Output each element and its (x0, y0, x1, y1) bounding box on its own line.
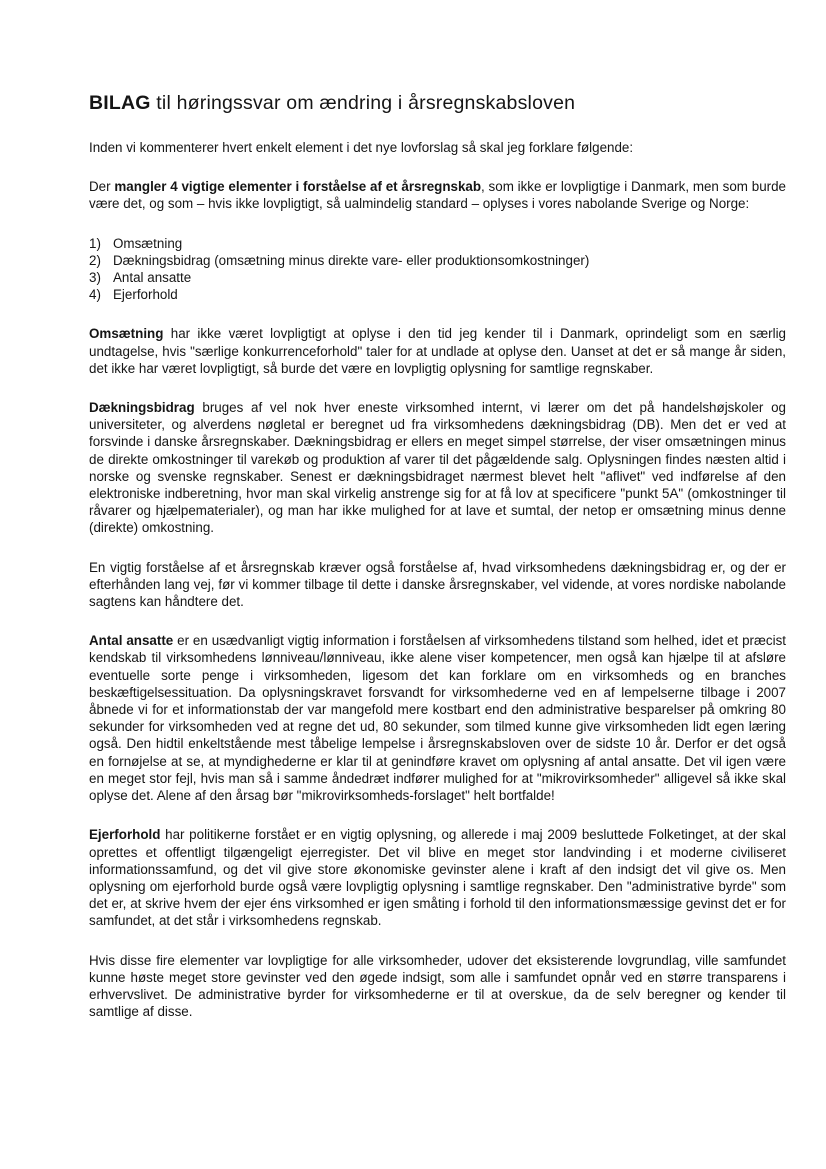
antal-ansatte-text: er en usædvanligt vigtig information i forståelsen af virksomhedens tilstand som helhed, idet et præcist kendskab til virksomhedens lønniveau/lønniveau, ikke alene viser kompetencer, men også kan hjælpe til at afsløre eventuelle sorte penge i virksomheden, ligesom det kan forklare om en virksomheds og en branches beskæftigelsessituation. Da oplysningskravet forsvandt for virksomhederne ved en af lempelserne tilbage i 2007 åbnede vi for et informationstab der var mangefold mere kostbart end den administrative besparelser på omkring 80 sekunder for virksomheden ved at regne det ud, 80 sekunder, som tilmed kunne give virksomheden lidt egen læring også. Den hidtil enkeltstående mest tåbelige lempelse i årsregnskabsloven over de sidste 10 år. Derfor er det også en fornøjelse at se, at myndighederne er klar til at genindføre kravet om oplysning af antal ansatte. Det vil igen være en meget stor fejl, hvis man så i samme åndedræt indfører mulighed for at "mikrovirksomheder" alligevel så ikke skal oplyse det. Alene af den årsag bør "mikrovirksomheds-forslaget" helt bortfalde! (89, 633, 786, 804)
list-item (89, 286, 786, 303)
list-item (89, 269, 786, 286)
missing-elements-paragraph (89, 178, 786, 212)
list-item (89, 252, 786, 269)
omsaetning-text: har ikke været lovpligtigt at oplyse i den tid jeg kender til i Danmark, oprindeligt som en særlig undtagelse, hvis "særlige konkurrenceforhold" taler for at undlade at oplyse den. Uanset at det er så mange år siden, det ikke har været lovpligtigt, så burde det være en lovpligtig oplysning for samtlige regnskaber. (89, 326, 786, 376)
antal-ansatte-heading: Antal ansatte (89, 633, 174, 649)
list-item (89, 235, 786, 252)
daekningsbidrag-paragraph (89, 399, 786, 537)
list-item-number: 1) (89, 235, 101, 251)
title-rest: til høringssvar om ændring i årsregnskabsloven (150, 92, 576, 114)
list-item-text: Dækningsbidrag (omsætning minus direkte vare- eller produktionsomkostninger) (113, 252, 590, 268)
p1-rest: , som ikke er lovpligtige i Danmark, men som burde være det, og som – hvis ikke lovpligtigt, så ualmindelig standard – oplyses i vores nabolande Sverige og Norge: (89, 179, 786, 212)
list-item-number: 3) (89, 270, 101, 286)
daekningsbidrag-text: bruges af vel nok hver eneste virksomhed internt, vi lærer om det på handelshøjskoler og universiteter, og alverdens nøgletal er beregnet ud fra virksomhedens dækningsbidrag (DB). Men det er ved at forsvinde i danske årsregnskaber. Dækningsbidrag er ellers en meget simpel størrelse, der viser omsætningen minus de direkte omkostninger til varekøb og produktion af varer til det pågældende salg. Oplysningen findes næsten altid i norske og svenske regnskaber. Senest er dækningsbidraget nærmest blevet helt "aflivet" ved indførelse af den elektroniske indberetning, hvor man skal virkelig anstrenge sig for at få lov at specificere "punkt 5A" (omkostninger til råvarer og hjælpematerialer), og man har ikke mulighed for at lave et sumtal, der netop er omsætning minus denne (direkte) omkostning. (89, 400, 786, 536)
list-item-number: 4) (89, 287, 101, 303)
list-item-text: Ejerforhold (113, 287, 178, 303)
list-item-text: Antal ansatte (113, 270, 192, 286)
ejerforhold-text: har politikerne forstået er en vigtig oplysning, og allerede i maj 2009 besluttede Folketinget, at der skal oprettes et offentligt tilgængeligt ejerregister. Det vil blive en meget stor landvinding i et moderne civiliseret informationssamfund, og det vil give store økonomiske gevinster alene i kraft af den indsigt det vil give os. Men oplysning om ejerforhold burde også være lovpligtig oplysning i samtlige regnskaber. Den "administrative byrde" som det er, at skrive hvem der ejer éns virksomhed er igen småting i forhold til den informationsmæssige gevinst det er for samfundet, at det står i virksomhedens regnskab. (89, 827, 786, 929)
daekningsbidrag-heading: Dækningsbidrag (89, 400, 195, 416)
conclusion-paragraph: Hvis disse fire elementer var lovpligtige for alle virksomheder, udover det eksisterende lovgrundlag, ville samfundet kunne høste meget store gevinster ved den øgede indsigt, som alle i samfundet opnår ved en større transparens i erhvervslivet. De administrative byrder for virksomhederne er til at overskue, da de selv beregner og kender til samtlige af disse. (89, 952, 786, 1020)
intro-paragraph: Inden vi kommenterer hvert enkelt element i det nye lovforslag så skal jeg forklare følgende: (89, 140, 634, 155)
list-item-number: 2) (89, 252, 101, 268)
antal-ansatte-paragraph (89, 632, 786, 804)
title-bold: BILAG (89, 92, 151, 114)
omsaetning-heading: Omsætning (89, 326, 164, 342)
page-title (89, 92, 786, 115)
p1-bold: mangler 4 vigtige elementer i forståelse af et årsregnskab (114, 179, 482, 195)
omsaetning-paragraph (89, 325, 786, 377)
daekningsbidrag-note-paragraph: En vigtig forståelse af et årsregnskab kræver også forståelse af, hvad virksomhedens dækningsbidrag er, og der er efterhånden lang vej, før vi kommer tilbage til dette i danske årsregnskaber, vel vidende, at vores nordiske nabolande sagtens kan håndtere det. (89, 559, 786, 610)
list-item-text: Omsætning (113, 235, 183, 251)
p1-pre: Der (89, 179, 115, 195)
ejerforhold-paragraph (89, 826, 786, 929)
ejerforhold-heading: Ejerforhold (89, 827, 161, 843)
missing-elements-list (89, 235, 786, 304)
